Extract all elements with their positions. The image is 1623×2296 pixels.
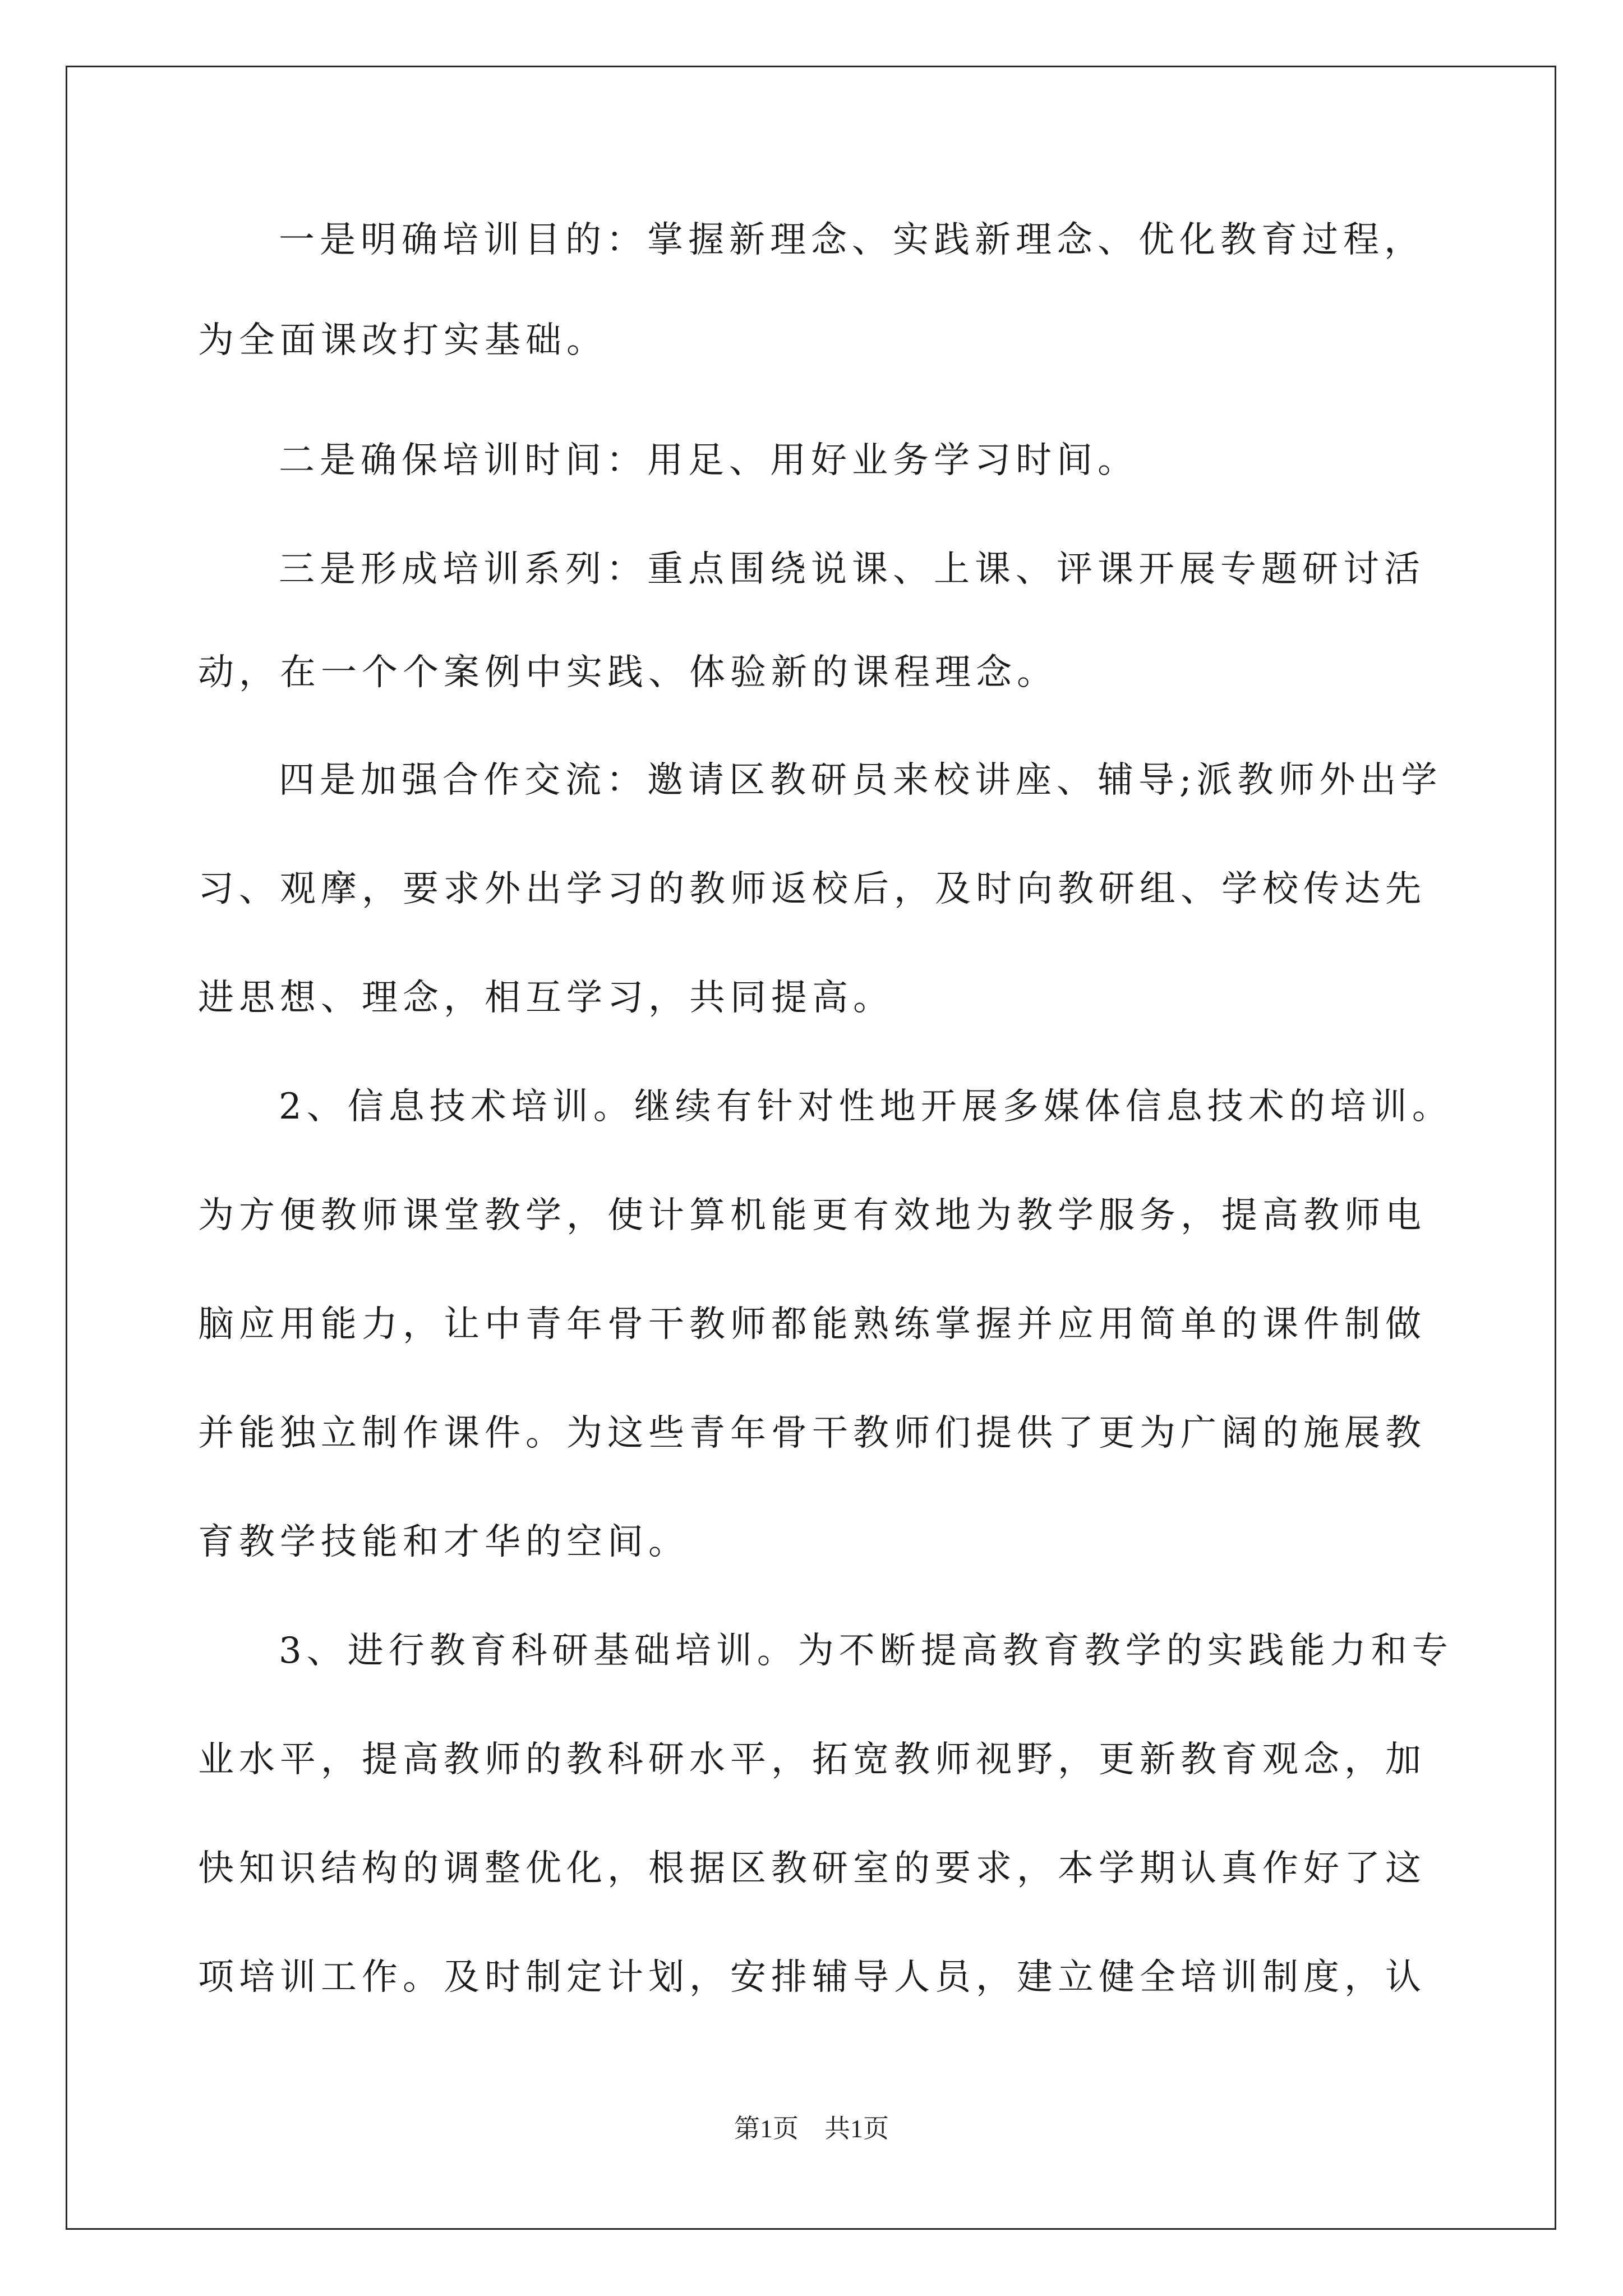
text-line: 四是加强合作交流：邀请区教研员来校讲座、辅导;派教师外出学 [279, 760, 1442, 801]
text-line: 为方便教师课堂教学，使计算机能更有效地为教学服务，提高教师电 [198, 1195, 1426, 1236]
text-line: 2、信息技术培训。继续有针对性地开展多媒体信息技术的培训。 [279, 1086, 1453, 1128]
text-line: 育教学技能和才华的空间。 [198, 1521, 689, 1563]
text-line: 进思想、理念，相互学习，共同提高。 [198, 977, 894, 1019]
text-line: 三是形成培训系列：重点围绕说课、上课、评课开展专题研讨活 [279, 549, 1425, 590]
text-line: 脑应用能力，让中青年骨干教师都能熟练掌握并应用简单的课件制做 [198, 1304, 1426, 1345]
text-line: 二是确保培训时间：用足、用好业务学习时间。 [279, 440, 1138, 481]
text-line: 业水平，提高教师的教科研水平，拓宽教师视野，更新教育观念，加 [198, 1739, 1426, 1780]
text-line: 习、观摩，要求外出学习的教师返校后，及时向教研组、学校传达先 [198, 868, 1426, 910]
text-line: 一是明确培训目的：掌握新理念、实践新理念、优化教育过程， [279, 219, 1425, 261]
text-line: 动，在一个个案例中实践、体验新的课程理念。 [198, 652, 1058, 693]
text-line: 快知识结构的调整优化，根据区教研室的要求，本学期认真作好了这 [198, 1848, 1426, 1889]
text-line: 项培训工作。及时制定计划，安排辅导人员，建立健全培训制度，认 [198, 1957, 1426, 1998]
text-line: 3、进行教育科研基础培训。为不断提高教育教学的实践能力和专 [279, 1630, 1453, 1672]
page-number-footer: 第1页 共1页 [734, 2114, 889, 2143]
text-line: 为全面课改打实基础。 [198, 320, 607, 361]
text-line: 并能独立制作课件。为这些青年骨干教师们提供了更为广阔的施展教 [198, 1412, 1426, 1454]
